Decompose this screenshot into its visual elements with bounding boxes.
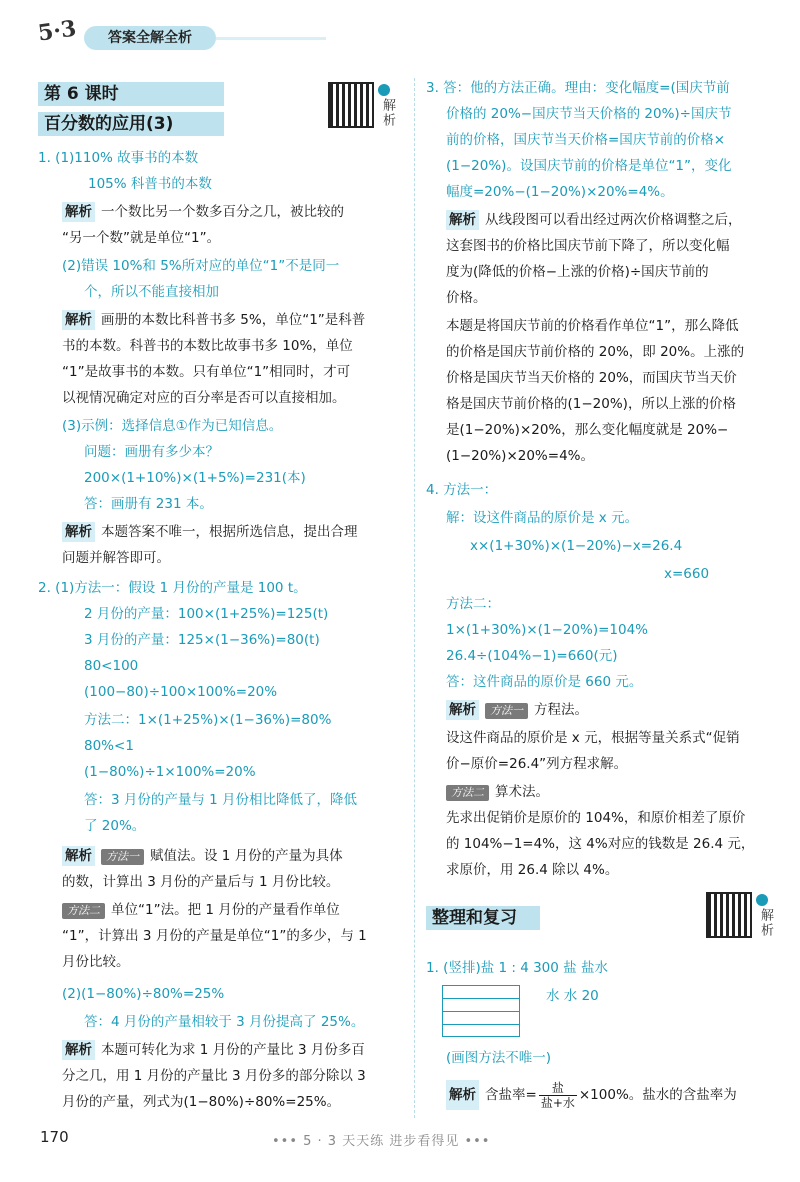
line-text: 的 104%−1=4%，这 4%对应的钱数是 26.4 元， xyxy=(446,836,755,852)
text-line xyxy=(446,446,594,466)
text-line xyxy=(62,256,339,276)
line-text: 月份比较。 xyxy=(62,954,130,970)
line-text: 的价格是国庆节前价格的 20%，即 20%。上涨的 xyxy=(446,344,745,360)
line-text: 画册的本数比科普书多 5%，单位“1”是科普 xyxy=(101,312,366,328)
qr-label: 解析 xyxy=(380,98,395,128)
fraction xyxy=(539,1081,577,1110)
line-text: 前的价格，国庆节当天价格=国庆节前的价格× xyxy=(446,132,726,148)
text-line xyxy=(446,594,500,614)
line-text: 价格的 20%−国庆节当天价格的 20%)÷国庆节 xyxy=(446,106,732,122)
text-line xyxy=(446,316,739,336)
line-text: 80<100 xyxy=(84,658,139,674)
line-text: 赋值法。设 1 月份的产量为具体 xyxy=(150,848,343,864)
review-title: 整理和复习 xyxy=(426,906,540,930)
text-line xyxy=(446,728,740,748)
brand-logo: 5·3 xyxy=(36,15,78,47)
text-line xyxy=(546,986,599,1006)
line-text: 度为(降低的价格−上涨的价格)÷国庆节前的 xyxy=(446,264,709,280)
line-text: 方法二： xyxy=(446,596,500,612)
text-line xyxy=(446,860,618,880)
line-text: 答：画册有 231 本。 xyxy=(84,496,213,512)
text-line xyxy=(62,522,358,542)
text-line xyxy=(446,700,588,720)
line-text: 答：4 月份的产量相较于 3 月份提高了 25%。 xyxy=(84,1014,365,1030)
line-text: x×(1+30%)×(1−20%)−x=26.4 xyxy=(470,538,683,554)
lesson-title: 第 6 课时 xyxy=(38,82,224,106)
text-line xyxy=(470,536,682,556)
text-line xyxy=(84,656,138,676)
line-text: 先求出促销价是原价的 104%，和原价相差了原价 xyxy=(446,810,746,826)
text-line xyxy=(62,1092,340,1112)
line-text: 3 月份的产量：125×(1−36%)=80(t) xyxy=(84,632,320,648)
text-line xyxy=(62,228,220,248)
line-text: (1−20%)。设国庆节前的价格是单位“1”，变化 xyxy=(446,158,732,174)
line-text: 价格是国庆节当天价格的 20%，而国庆节当天价 xyxy=(446,370,737,386)
text-line xyxy=(84,790,357,810)
method-tag: 方法一 xyxy=(101,849,144,865)
text-line xyxy=(446,808,745,828)
text-line xyxy=(446,156,732,176)
line-text: 这套图书的价格比国庆节前下降了，所以变化幅 xyxy=(446,238,730,254)
text-line xyxy=(426,480,497,500)
line-text: 本题答案不唯一，根据所选信息，提出合理 xyxy=(101,524,358,540)
analysis-label: 解析 xyxy=(446,210,479,230)
line-text: 个，所以不能直接相加 xyxy=(84,284,219,300)
text-line xyxy=(38,148,198,168)
text-line xyxy=(84,816,145,836)
text-line xyxy=(446,782,549,802)
method-tag: 方法二 xyxy=(446,785,489,801)
text-line xyxy=(446,508,638,528)
line-text: 求原价，用 26.4 除以 4%。 xyxy=(446,862,619,878)
line-text: 200×(1+10%)×(1+5%)=231(本) xyxy=(84,470,306,486)
text-line xyxy=(84,682,277,702)
text-line xyxy=(84,762,256,782)
line-text: 格是国庆节前价格的(1−20%)，所以上涨的价格 xyxy=(446,396,736,412)
line-text: 答：这件商品的原价是 660 元。 xyxy=(446,674,643,690)
line-text: (画图方法不唯一) xyxy=(446,1050,552,1066)
text-line xyxy=(446,620,648,640)
text-line xyxy=(84,442,219,462)
line-text: 本题是将国庆节前的价格看作单位“1”，那么降低 xyxy=(446,318,739,334)
line-text: 105% 科普书的本数 xyxy=(88,176,212,192)
line-text: 的数，计算出 3 月份的产量后与 1 月份比较。 xyxy=(62,874,340,890)
diagram-line xyxy=(442,1011,520,1012)
line-text: 从线段图可以看出经过两次价格调整之后， xyxy=(485,212,742,228)
text-line xyxy=(84,282,219,302)
line-text: 答：3 月份的产量与 1 月份相比降低了，降低 xyxy=(84,792,358,808)
text-line xyxy=(84,494,213,514)
text-line xyxy=(446,130,725,150)
line-text: 2. (1)方法一：假设 1 月份的产量是 100 t。 xyxy=(38,580,307,596)
column-divider xyxy=(414,78,415,1118)
text-line xyxy=(62,900,340,920)
text-line xyxy=(84,710,331,730)
text-line xyxy=(446,182,674,202)
line-text: (2)错误 10%和 5%所对应的单位“1”不是同一 xyxy=(62,258,340,274)
line-text: 26.4÷(104%−1)=660(元) xyxy=(446,648,618,664)
text-line xyxy=(446,210,742,230)
analysis-label: 解析 xyxy=(62,522,95,542)
qr-code-icon[interactable] xyxy=(706,892,752,938)
line-text: “1”是故事书的本数。只有单位“1”相同时，才可 xyxy=(62,364,351,380)
answer-text: 含盐率= xyxy=(485,1087,537,1103)
line-text: 月份的产量，列式为(1−80%)÷80%=25%。 xyxy=(62,1094,341,1110)
analysis-label: 解析 xyxy=(446,1080,479,1110)
text-line xyxy=(62,952,130,972)
line-text: 幅度=20%−(1−20%)×20%=4%。 xyxy=(446,184,674,200)
line-text: 4. 方法一： xyxy=(426,482,498,498)
line-text: 算术法。 xyxy=(495,784,549,800)
text-line xyxy=(446,368,737,388)
line-text: 本题可转化为求 1 月份的产量比 3 月份多百 xyxy=(101,1042,365,1058)
analysis-label: 解析 xyxy=(62,310,95,330)
text-line xyxy=(84,1012,364,1032)
line-text: 2 月份的产量：100×(1+25%)=125(t) xyxy=(84,606,329,622)
diagram-line xyxy=(442,1024,520,1025)
line-text: 水 水 20 xyxy=(546,988,599,1004)
line-text: (3)示例：选择信息①作为已知信息。 xyxy=(62,418,283,434)
text-line xyxy=(446,262,709,282)
text-line xyxy=(84,736,134,756)
answer-text: ×100%。盐水的含盐率为 xyxy=(578,1087,737,1103)
text-line xyxy=(426,78,730,98)
diagram-line xyxy=(442,998,520,999)
fraction-denominator: 盐+水 xyxy=(540,1095,575,1110)
text-line xyxy=(62,416,282,436)
line-text: 问题并解答即可。 xyxy=(62,550,170,566)
text-line xyxy=(446,646,618,666)
text-line xyxy=(62,1040,365,1060)
text-line xyxy=(446,420,728,440)
text-line xyxy=(446,834,754,854)
text-line xyxy=(62,388,346,408)
line-text: “另一个数”就是单位“1”。 xyxy=(62,230,221,246)
text-line xyxy=(62,202,344,222)
text-line xyxy=(62,1066,366,1086)
text-line xyxy=(84,630,320,650)
text-line xyxy=(62,846,343,866)
method-tag: 方法一 xyxy=(485,703,528,719)
line-text: 1. (竖排)盐 1 : 4 300 盐 盐水 xyxy=(426,960,608,976)
line-text: 价−原价=26.4”列方程求解。 xyxy=(446,756,628,772)
text-line xyxy=(62,310,365,330)
line-text: 是(1−20%)×20%，那么变化幅度就是 20%− xyxy=(446,422,729,438)
fraction-numerator: 盐 xyxy=(539,1081,577,1096)
line-text: 1. (1)110% 故事书的本数 xyxy=(38,150,199,166)
answer-line xyxy=(446,1080,737,1110)
page-number: 170 xyxy=(40,1128,69,1146)
line-text: 设这件商品的原价是 x 元，根据等量关系式“促销 xyxy=(446,730,740,746)
line-text: 方程法。 xyxy=(534,702,588,718)
text-line xyxy=(446,672,642,692)
text-line xyxy=(446,394,736,414)
line-text: 3. 答：他的方法正确。理由：变化幅度=(国庆节前 xyxy=(426,80,730,96)
line-text: 分之几，用 1 月份的产量比 3 月份多的部分除以 3 xyxy=(62,1068,366,1084)
header-divider xyxy=(216,37,326,40)
text-line xyxy=(62,362,350,382)
line-text: 书的本数。科普书的本数比故事书多 10%，单位 xyxy=(62,338,353,354)
line-text: 方法二：1×(1+25%)×(1−36%)=80% xyxy=(84,712,332,728)
line-text: 以视情况确定对应的百分率是否可以直接相加。 xyxy=(62,390,346,406)
text-line xyxy=(446,236,730,256)
text-line xyxy=(88,174,212,194)
analysis-label: 解析 xyxy=(62,846,95,866)
text-line xyxy=(446,342,744,362)
header-title: 答案全解全析 xyxy=(84,26,216,50)
lesson-subtitle: 百分数的应用(3) xyxy=(38,112,224,136)
analysis-label: 解析 xyxy=(62,202,95,222)
text-line xyxy=(446,104,731,124)
line-text: 单位“1”法。把 1 月份的产量看作单位 xyxy=(111,902,340,918)
text-line xyxy=(446,288,487,308)
line-text: (1−80%)÷1×100%=20% xyxy=(84,764,256,780)
text-line xyxy=(84,604,328,624)
text-line xyxy=(84,468,306,488)
analysis-label: 解析 xyxy=(446,700,479,720)
text-line xyxy=(446,754,627,774)
line-text: 一个数比另一个数多百分之几，被比较的 xyxy=(101,204,344,220)
play-icon xyxy=(378,84,390,96)
text-line xyxy=(664,564,709,584)
play-icon xyxy=(756,894,768,906)
line-text: (1−20%)×20%=4%。 xyxy=(446,448,594,464)
text-line xyxy=(62,984,224,1004)
line-text: x=660 xyxy=(664,566,710,582)
qr-label: 解析 xyxy=(758,908,773,938)
line-text: 问题：画册有多少本？ xyxy=(84,444,219,460)
line-text: 了 20%。 xyxy=(84,818,146,834)
line-text: 80%<1 xyxy=(84,738,134,754)
line-text: (2)(1−80%)÷80%=25% xyxy=(62,986,225,1002)
text-line xyxy=(62,926,367,946)
line-text: 1×(1+30%)×(1−20%)=104% xyxy=(446,622,648,638)
text-line xyxy=(62,548,170,568)
line-text: “1”，计算出 3 月份的产量是单位“1”的多少，与 1 xyxy=(62,928,367,944)
text-line xyxy=(38,578,307,598)
footer-slogan: ••• 5 · 3 天天练 进步看得见 ••• xyxy=(272,1134,491,1149)
line-text: 解：设这件商品的原价是 x 元。 xyxy=(446,510,639,526)
text-line xyxy=(426,958,608,978)
text-line xyxy=(62,872,339,892)
line-text: 价格。 xyxy=(446,290,487,306)
line-text: (100−80)÷100×100%=20% xyxy=(84,684,278,700)
qr-code-icon[interactable] xyxy=(328,82,374,128)
text-line xyxy=(446,1048,551,1068)
text-line xyxy=(62,336,353,356)
analysis-label: 解析 xyxy=(62,1040,95,1060)
method-tag: 方法二 xyxy=(62,903,105,919)
